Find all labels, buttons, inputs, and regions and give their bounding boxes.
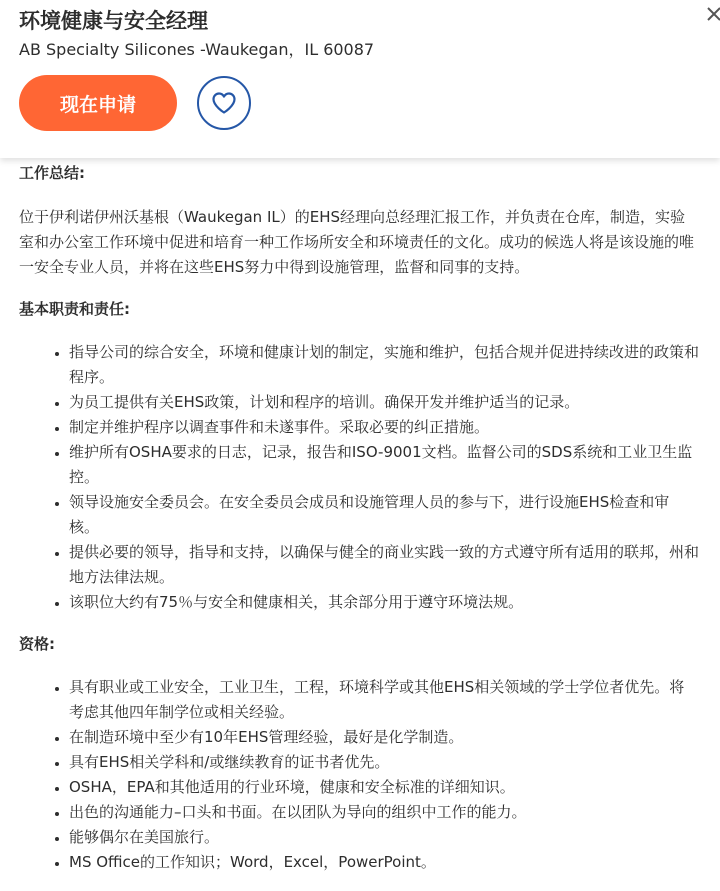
duties-heading: 基本职责和责任:	[19, 300, 130, 318]
save-job-button[interactable]	[197, 76, 251, 130]
apply-now-button[interactable]: 现在申请	[19, 75, 177, 131]
list-item: • 具有职业或工业安全，工业卫生，工程，环境科学或其他EHS相关领域的学士学位者优先。将考虑其他四年制学位或相关经验。	[69, 675, 699, 725]
qualifications-list	[19, 675, 699, 875]
list-item: • OSHA，EPA和其他适用的行业环境，健康和安全标准的详细知识。	[69, 775, 699, 800]
list-item: • 制定并维护程序以调查事件和未遂事件。采取必要的纠正措施。	[69, 415, 699, 440]
list-item: • 出色的沟通能力–口头和书面。在以团队为导向的组织中工作的能力。	[69, 800, 699, 825]
list-item: • 为员工提供有关EHS政策，计划和程序的培训。确保开发并维护适当的记录。	[69, 390, 699, 415]
list-item: • 在制造环境中至少有10年EHS管理经验，最好是化学制造。	[69, 725, 699, 750]
list-item: • MS Office的工作知识；Word，Excel，PowerPoint。	[69, 850, 699, 875]
list-item: • 维护所有OSHA要求的日志，记录，报告和ISO-9001文档。监督公司的SDS系统和工业卫生监控。	[69, 440, 699, 490]
company-location: AB Specialty Silicones -Waukegan，IL 60087	[19, 40, 375, 59]
list-item: • 能够偶尔在美国旅行。	[69, 825, 699, 850]
close-icon[interactable]	[706, 6, 720, 22]
list-item: • 指导公司的综合安全，环境和健康计划的制定，实施和维护，包括合规并促进持续改进的政策和程序。	[69, 340, 699, 390]
job-description	[19, 158, 699, 875]
summary-heading: 工作总结:	[19, 164, 85, 182]
summary-text: 位于伊利诺伊州沃基根（Waukegan IL）的EHS经理向总经理汇报工作，并负责在仓库，制造，实验室和办公室工作环境中促进和培育一种工作场所安全和环境责任的文化。成功的候选人将是该设施的唯一安全专业人员，并将在这些EHS努力中得到设施管理，监督和同事的支持。	[19, 208, 695, 276]
duties-list	[19, 340, 699, 615]
job-title: 环境健康与安全经理	[19, 9, 208, 33]
list-item: • 该职位大约有75％与安全和健康相关，其余部分用于遵守环境法规。	[69, 590, 699, 615]
list-item: • 具有EHS相关学科和/或继续教育的证书者优先。	[69, 750, 699, 775]
job-header	[0, 0, 720, 158]
list-item: • 领导设施安全委员会。在安全委员会成员和设施管理人员的参与下，进行设施EHS检查和审核。	[69, 490, 699, 540]
list-item: • 提供必要的领导，指导和支持，以确保与健全的商业实践一致的方式遵守所有适用的联邦，州和地方法律法规。	[69, 540, 699, 590]
heart-icon	[211, 91, 237, 115]
qualifications-heading: 资格:	[19, 635, 55, 653]
